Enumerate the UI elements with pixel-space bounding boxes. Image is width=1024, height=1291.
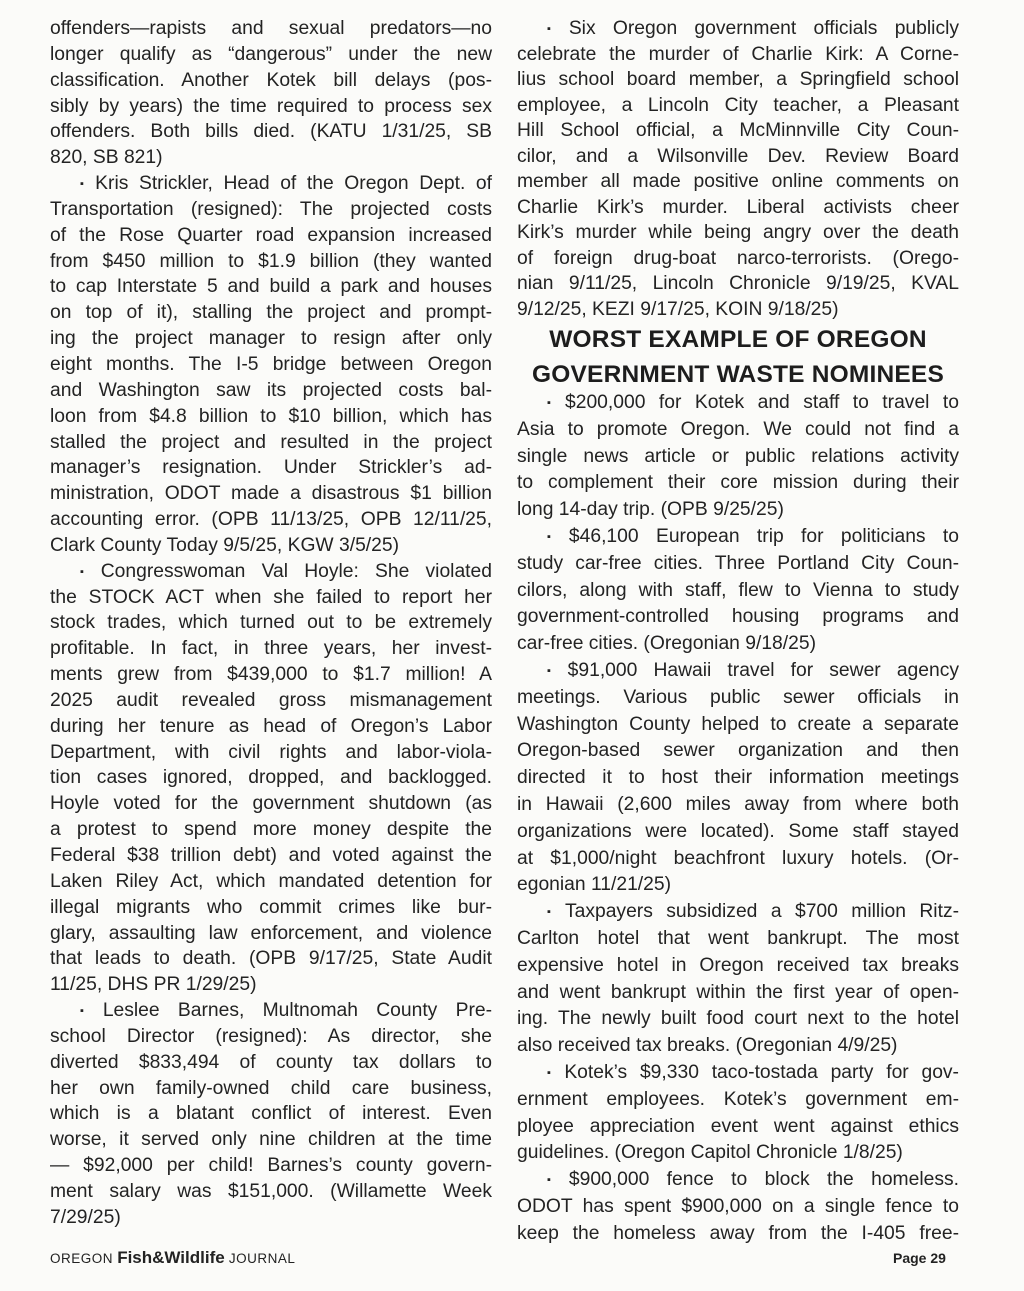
line-text: Oregon-based sewer organization and then [517,740,959,762]
line-text: nian 9/11/25, Lincoln Chronicle 9/19/25, KVAL [517,273,959,294]
line-text: stalled the project and resulted in the project [50,431,492,453]
line-text: egonian 11/21/25) [517,874,672,896]
text-line [517,497,959,524]
text-line [50,378,492,404]
bullet-item-start [50,998,492,1024]
line-text: cilor, and a Wilsonville Dev. Review Board [517,145,959,167]
text-line [517,297,959,323]
line-text: classification. Another Kotek bill delays (pos- [50,69,492,91]
line-text: Clark County Today 9/5/25, KGW 3/5/25) [50,534,400,556]
text-line [50,533,492,559]
line-text: cilors, along with staff, flew to Vienna to study [517,579,959,601]
text-line [50,869,492,895]
text-line [50,1179,492,1205]
text-line [50,817,492,843]
line-text: 11/25, DHS PR 1/29/25) [50,974,257,996]
bullet-icon: ▪ [547,664,562,677]
line-text: of the Rose Quarter road expansion increased [50,224,492,246]
text-line [517,926,959,953]
line-text: Washington County helped to create a separate [517,713,959,735]
page-number: Page 29 [893,1250,946,1266]
line-text: offenders. Both bills died. (KATU 1/31/25, SB [50,121,492,143]
line-text: ministration, ODOT made a disastrous $1 billion [50,483,492,505]
text-line [517,271,959,297]
text-line [50,895,492,921]
bullet-icon: ▪ [547,397,559,409]
text-line [50,740,492,766]
line-text: Kotek’s $9,330 taco-tostada party for gov- [564,1061,959,1083]
line-text: celebrate the murder of Charlie Kirk: A Corne- [517,43,959,65]
line-text: guidelines. (Oregon Capitol Chronicle 1/8/25) [517,1142,903,1164]
line-text: directed it to host their information meetings [517,767,959,789]
text-line [517,42,959,68]
line-text: ployee appreciation event went against ethics [517,1115,959,1137]
line-text: Congresswoman Val Hoyle: She violated [100,560,492,582]
line-text: member all made positive online comments on [517,171,959,192]
line-text: study car-free cities. Three Portland City Coun- [517,552,959,574]
text-line [50,68,492,94]
text-line [517,953,959,980]
text-line [517,1194,959,1221]
text-line [50,145,492,171]
line-text: $900,000 fence to block the homeless. [568,1169,959,1191]
bullet-item-start [50,559,492,585]
text-line [50,223,492,249]
line-text: longer qualify as “dangerous” under the new [50,43,492,65]
officials-section [517,16,959,322]
text-line [517,1114,959,1141]
text-line [50,662,492,688]
line-text: organizations were located). Some staff stayed [517,820,959,842]
line-text: single news article or public relations activity [517,445,959,467]
bullet-icon: ▪ [547,530,563,543]
line-text: diverted $833,494 of county tax dollars to [50,1051,492,1073]
line-text: ODOT has spent $900,000 on a single fence to [517,1195,959,1217]
line-text: 7/29/25) [50,1206,121,1228]
line-text: Laken Riley Act, which mandated detention for [50,870,492,892]
line-text: $91,000 Hawaii travel for sewer agency [567,659,959,681]
line-text: illegal migrants who commit crimes like bur- [50,896,492,918]
bullet-icon: ▪ [547,1174,563,1187]
line-text: — $92,000 per child! Barnes’s county govern- [50,1155,492,1177]
text-line [517,872,959,899]
text-line [517,169,959,195]
text-line [517,1140,959,1167]
text-line [50,249,492,275]
text-line [50,1076,492,1102]
line-text: accounting error. (OPB 11/13/25, OPB 12/11/25, [50,509,492,531]
text-line [517,819,959,846]
line-text: ing. The newly built food court next to the hotel [517,1008,959,1030]
text-line [50,843,492,869]
line-text: ments grew from $439,000 to $1.7 million! A [50,664,492,686]
right-column [517,16,959,1248]
line-text: ernment employees. Kotek’s government em- [517,1088,959,1110]
text-line [50,300,492,326]
text-line [50,1050,492,1076]
line-text: stock trades, which turned out to be extremely [50,612,492,634]
line-text: from $450 million to $1.9 billion (they wanted [50,250,492,272]
text-line [50,1127,492,1153]
text-line [50,430,492,456]
line-text: her own family-owned child care business, [50,1077,492,1099]
left-column [50,16,492,1231]
text-line [517,604,959,631]
bullet-icon: ▪ [547,1066,559,1079]
line-text: to complement their core mission during their [517,472,959,494]
text-line [50,507,492,533]
line-text: Kris Strickler, Head of the Oregon Dept. of [95,173,492,195]
text-line [50,1101,492,1127]
line-text: which is a blatant conflict of interest. Even [50,1103,492,1125]
line-text: tion cases ignored, dropped, and backlogged. [50,767,492,789]
line-text: Six Oregon government officials publicly [568,18,960,39]
text-line [517,195,959,221]
line-text: Transportation (resigned): The projected costs [50,198,492,220]
line-text: Asia to promote Oregon. We could not find a [517,418,959,440]
line-text: on top of it), stalling the project and prompt- [50,302,492,324]
text-line [50,119,492,145]
text-line [50,610,492,636]
text-line [517,93,959,119]
text-line [517,551,959,578]
text-line [50,791,492,817]
line-text: ment salary was $151,000. (Willamette Week [50,1180,492,1202]
line-text: employee, a Lincoln City teacher, a Pleasant [517,94,959,116]
waste-nominees-section [517,390,959,1248]
text-line [517,738,959,765]
bullet-icon: ▪ [547,23,563,35]
text-line [50,404,492,430]
line-text: Hoyle voted for the government shutdown (as [50,793,492,815]
line-text: the STOCK ACT when she failed to report her [50,586,492,608]
section-heading [517,322,959,392]
line-text: 820, SB 821) [50,147,163,169]
line-text: sibly by years) the time required to process sex [50,95,492,117]
journal-footer [50,1248,295,1268]
text-line [517,792,959,819]
text-line [517,67,959,93]
bullet-item-start [517,16,959,42]
text-line [50,688,492,714]
line-text: manager’s resignation. Under Strickler’s ad- [50,457,492,479]
line-text: keep the homeless away from the I-405 free- [517,1222,959,1244]
bullet-item-start [517,899,959,926]
text-line [50,946,492,972]
text-line [50,455,492,481]
text-line [50,585,492,611]
text-line [50,16,492,42]
line-text: Leslee Barnes, Multnomah County Pre- [102,1000,493,1022]
footer-prefix: OREGON [50,1251,114,1266]
line-text: to cap Interstate 5 and build a park and houses [50,276,492,298]
line-text: of foreign drug-boat narco-terrorists. (Orego- [517,247,959,269]
line-text: worse, it served only nine children at the time [50,1129,492,1151]
line-text: glary, assaulting law enforcement, and violence [50,922,492,944]
line-text: profitable. In fact, in three years, her invest- [50,638,492,660]
bullet-icon: ▪ [547,906,559,919]
text-line [50,714,492,740]
line-text: loon from $4.8 billion to $10 billion, which has [50,405,492,427]
bullet-item-start [517,1060,959,1087]
line-text: 2025 audit revealed gross mismanagement [50,689,492,711]
text-line [517,118,959,144]
text-line [50,1153,492,1179]
text-line [517,1006,959,1033]
text-line [517,144,959,170]
line-text: eight months. The I-5 bridge between Oregon [50,353,492,375]
line-text: Taxpayers subsidized a $700 million Ritz- [564,901,960,923]
line-text: 9/12/25, KEZI 9/17/25, KOIN 9/18/25) [517,298,839,320]
line-text: during her tenure as head of Oregon’s Labor [50,715,492,737]
text-line [517,846,959,873]
text-line [50,921,492,947]
line-text: and Washington saw its projected costs bal- [50,379,492,401]
text-line [517,631,959,658]
line-text: $200,000 for Kotek and staff to travel to [565,392,959,413]
text-line [50,1205,492,1231]
text-line [50,197,492,223]
text-line [50,94,492,120]
text-line [517,685,959,712]
heading-line-2: GOVERNMENT WASTE NOMINEES [531,361,944,388]
bullet-icon: ▪ [80,178,90,191]
line-text: expensive hotel in Oregon received tax breaks [517,954,959,976]
line-text: and went bankrupt within the first year of open- [517,981,959,1003]
line-text: Carlton hotel that went bankrupt. The most [517,927,959,949]
bullet-item-start [517,524,959,551]
text-line [50,636,492,662]
line-text: also received tax breaks. (Oregonian 4/9/25) [517,1035,898,1057]
line-text: Hill School official, a McMinnville City Coun- [517,120,959,141]
line-text: Department, with civil rights and labor-viola- [50,741,492,763]
line-text: at $1,000/night beachfront luxury hotels. (Or- [517,847,959,869]
bullet-icon: ▪ [80,1005,97,1018]
heading-line-1: WORST EXAMPLE OF OREGON [549,326,927,353]
line-text: Kirk’s murder while being angry over the death [517,222,959,243]
line-text: that leads to death. (OPB 9/17/25, State Audit [50,948,492,970]
text-line [517,980,959,1007]
text-line [517,765,959,792]
text-line [517,712,959,739]
line-text: in Hawaii (2,600 miles away from where both [517,793,959,815]
text-line [517,470,959,497]
line-text: lius school board member, a Springfield school [517,69,959,90]
line-text: meetings. Various public sewer officials in [517,686,959,708]
text-line [50,972,492,998]
text-line [50,1024,492,1050]
line-text: car-free cities. (Oregonian 9/18/25) [517,633,817,655]
text-line [517,246,959,272]
text-line [517,220,959,246]
text-line [50,765,492,791]
text-line [50,42,492,68]
text-line [50,326,492,352]
text-line [517,444,959,471]
bullet-item-start [517,390,959,417]
bullet-item-start [50,171,492,197]
line-text: ing the project manager to resign after only [50,328,492,350]
text-line [50,352,492,378]
bullet-item-start [517,658,959,685]
footer-brand: Fish&Wildlife [117,1248,225,1267]
text-line [50,274,492,300]
line-text: Federal $38 trillion debt) and voted against the [50,845,492,866]
text-line [517,1033,959,1060]
text-line [517,578,959,605]
line-text: long 14-day trip. (OPB 9/25/25) [517,499,784,521]
footer-suffix: JOURNAL [228,1251,296,1266]
text-line [50,481,492,507]
bullet-icon: ▪ [80,565,95,578]
line-text: Charlie Kirk’s murder. Liberal activists cheer [517,196,959,218]
line-text: $46,100 European trip for politicians to [568,525,960,547]
text-line [517,1221,959,1248]
line-text: government-controlled housing programs and [517,606,959,628]
text-line [517,1087,959,1114]
line-text: school Director (resigned): As director, she [50,1025,492,1047]
line-text: a protest to spend more money despite the [50,819,492,841]
bullet-item-start [517,1167,959,1194]
line-text: offenders—rapists and sexual predators—no [50,18,492,39]
text-line [517,417,959,444]
